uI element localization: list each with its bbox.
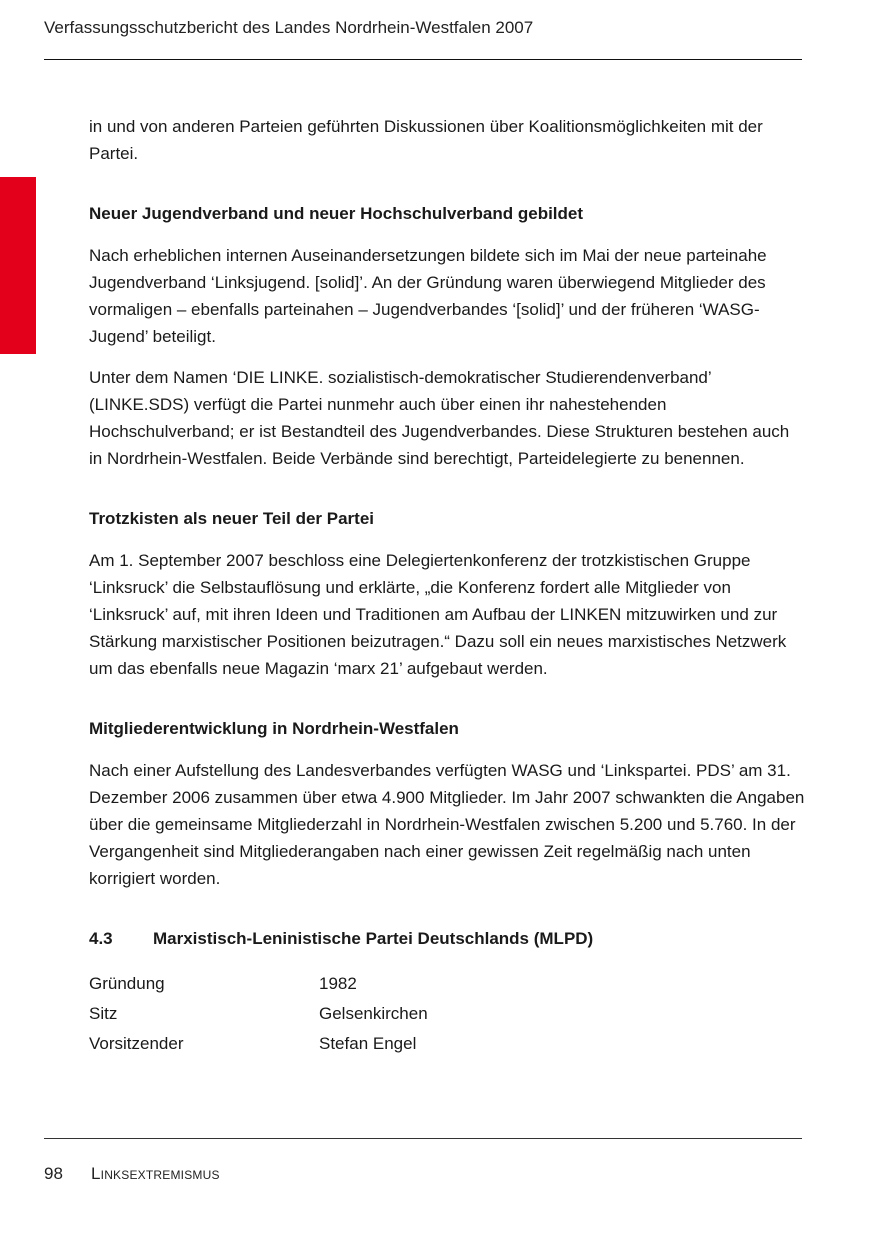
fact-value: Gelsenkirchen (319, 1004, 428, 1023)
paragraph: Am 1. September 2007 beschloss eine Delegiertenkonferenz der trotzkistischen Gruppe ‘Linksruck’ die Selbstauflösung und erklärte, „die Konferenz fordert alle Mitglieder von ‘Linksruck’ auf, mit ihren Ideen und Traditionen am Aufbau der LINKEN mitzuwirken und zur Stärkung marxistischer Positionen beizutragen.“ Dazu soll ein neues marxistisches Netzwerk um das ebenfalls neue Magazin ‘marx 21’ aufgebaut werden. (89, 551, 787, 678)
page-header-title: Verfassungsschutzbericht des Landes Nordrhein-Westfalen 2007 (44, 18, 534, 37)
chapter-number: 4.3 (89, 929, 113, 948)
footer-rule (44, 1138, 802, 1139)
paragraph: Nach erheblichen internen Auseinandersetzungen bildete sich im Mai der neue parteinahe Jugendverband ‘Linksjugend. [solid]’. An der Gründung waren überwiegend Mitglieder des vormaligen – ebenfalls parteinahen – Jugendverbandes ‘[solid]’ und der früheren ‘WASG-Jugend’ beteiligt. (89, 246, 767, 346)
fact-label: Sitz (89, 1004, 118, 1023)
paragraph: Nach einer Aufstellung des Landesverbandes verfügten WASG und ‘Linkspartei. PDS’ am 31. Dezember 2006 zusammen über etwa 4.900 Mitglieder. Im Jahr 2007 schwankten die Angaben über die gemeinsame Mitgliederzahl in Nordrhein-Westfalen zwischen 5.200 und 5.760. In der Vergangenheit sind Mitgliederangaben nach einer gewissen Zeit regelmäßig nach unten korrigiert worden. (89, 761, 805, 888)
fact-label: Gründung (89, 974, 165, 993)
footer-chapter: Linksextremismus (91, 1164, 220, 1183)
paragraph: Unter dem Namen ‘DIE LINKE. sozialistisch-demokratischer Studierendenverband’ (LINKE.SDS) verfügt die Partei nunmehr auch über einen ihr nahestehenden Hochschulverband; er ist Bestandteil des Jugendverbandes. Diese Strukturen bestehen auch in Nordrhein-Westfalen. Beide Verbände sind berechtigt, Parteidelegierte zu benennen. (89, 368, 790, 468)
chapter-title: Marxistisch-Leninistische Partei Deutschlands (MLPD) (153, 929, 594, 948)
page-number: 98 (44, 1164, 63, 1183)
header-rule (44, 59, 802, 60)
chapter-heading (89, 926, 805, 951)
section-heading-youth: Neuer Jugendverband und neuer Hochschulverband gebildet (89, 204, 584, 223)
page-footer (44, 1164, 220, 1184)
section-heading-members: Mitgliederentwicklung in Nordrhein-Westfalen (89, 719, 459, 738)
side-tab-marker (0, 177, 36, 354)
lead-paragraph: in und von anderen Parteien geführten Diskussionen über Koalitionsmöglichkeiten mit der Partei. (89, 117, 763, 163)
page-content (89, 113, 805, 1059)
fact-value: 1982 (319, 974, 357, 993)
fact-label: Vorsitzender (89, 1034, 184, 1053)
section-heading-trotskyists: Trotzkisten als neuer Teil der Partei (89, 509, 375, 528)
facts-table (89, 969, 805, 1059)
fact-value: Stefan Engel (319, 1034, 417, 1053)
